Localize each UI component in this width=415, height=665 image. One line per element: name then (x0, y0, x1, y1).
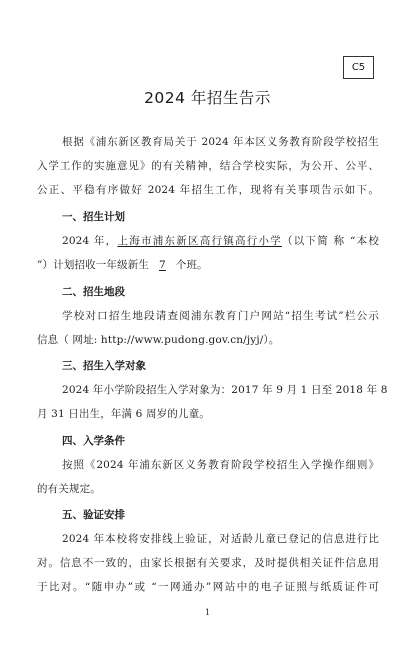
page-title: 2024 年招生告示 (144, 89, 271, 107)
section-1-line-2-suffix: 个班。 (175, 259, 208, 271)
school-name: 上海市浦东新区高行镇高行小学 (117, 235, 283, 247)
section-5-line-1: 2024 年本校将安排线上验证，对适龄儿童已登记的信息进行比 (62, 533, 379, 545)
intro-line-1: 根据《浦东新区教育局关于 2024 年本区义务教育阶段学校招生 (62, 136, 379, 148)
section-2-line-1: 学校对口招生地段请查阅浦东教育门户网站“招生考试”栏公示 (62, 310, 379, 322)
section-1-line-1-prefix: 2024 年， (62, 235, 118, 247)
section-5-heading: 五、验证安排 (62, 509, 125, 521)
intro-line-2: 入学工作的实施意见》的有关精神，结合学校实际，为公开、公平、 (37, 160, 379, 172)
intro-line-3: 公正、平稳有序做好 2024 年招生工作，现将有关事项告示如下。 (37, 184, 379, 196)
page-number: 1 (204, 608, 211, 617)
document-code-box: C5 (343, 56, 374, 79)
section-1-line-1 (62, 234, 379, 248)
section-1-heading: 一、招生计划 (62, 211, 125, 223)
section-1-line-2-prefix: ”）计划招收一年级新生 (37, 259, 150, 271)
section-1-line-2 (37, 258, 379, 272)
section-2-heading: 二、招生地段 (62, 286, 125, 298)
section-3-line-2: 月 31 日出生，年满 6 周岁的儿童。 (37, 408, 210, 420)
section-5-line-2: 对。信息不一致的，由家长根据有关要求，及时提供相关证件信息用 (37, 557, 379, 569)
section-5-line-3: 于比对。“随申办”或 “一网通办”网站中的电子证照与纸质证件可 (37, 581, 379, 593)
section-3-line-1: 2024 年小学阶段招生入学对象为：2017 年 9 月 1 日至 2018 年 8 (62, 384, 388, 396)
section-4-heading: 四、入学条件 (62, 435, 125, 447)
section-1-line-1-suffix: （以下简 称 “本校 (282, 235, 380, 247)
section-2-line-2: 信息（ 网址: http://www.pudong.gov.cn/jyj/）。 (37, 334, 280, 346)
section-3-heading: 三、招生入学对象 (62, 360, 146, 372)
section-4-line-1: 按照《2024 年浦东新区义务教育阶段学校招生入学操作细则》 (62, 459, 379, 471)
class-count: 7 (159, 259, 166, 271)
section-4-line-2: 的有关规定。 (37, 483, 101, 495)
